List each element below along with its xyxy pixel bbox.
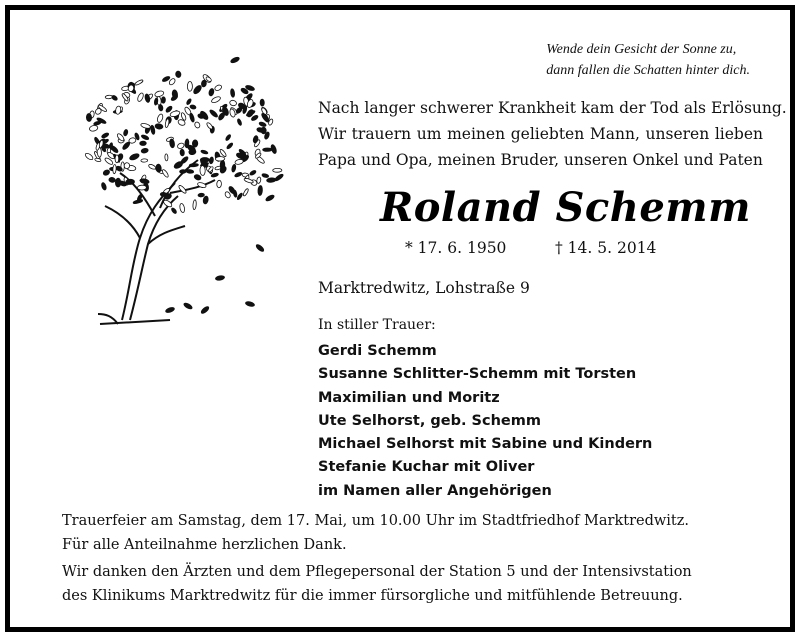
mourners-list [318,340,652,503]
windblown-tree-icon [60,48,285,328]
staff-thanks-line-1: Wir danken den Ärzten und dem Pflegepersonal der Station 5 und der Intensivstation [62,564,692,580]
intro-line-2: Wir trauern um meinen geliebten Mann, unseren lieben [318,125,763,143]
motto [546,39,750,81]
footer-text [62,510,762,608]
intro-text [318,95,787,173]
motto-line-1: Wende dein Gesicht der Sonne zu, [546,42,737,57]
mourner-item: Gerdi Schemm [318,343,437,359]
intro-line-3: Papa und Opa, meinen Bruder, unseren Onkel und Paten [318,151,763,169]
birth-date: * 17. 6. 1950 [405,239,507,257]
mourner-item: Maximilian und Moritz [318,389,500,406]
obituary-notice [5,5,795,632]
address: Marktredwitz, Lohstraße 9 [318,279,530,297]
death-date: † 14. 5. 2014 [555,239,657,257]
motto-line-2: dann fallen die Schatten hinter dich. [546,63,750,78]
deceased-name: Roland Schemm [380,184,751,231]
mourner-item: Ute Selhorst, geb. Schemm [318,412,541,429]
mourner-item: Michael Selhorst mit Sabine und Kindern [318,436,653,453]
thanks-line: Für alle Anteilnahme herzlichen Dank. [62,536,347,553]
intro-line-1: Nach langer schwerer Krankheit kam der Tod als Erlösung. [318,99,787,117]
mourner-item: Stefanie Kuchar mit Oliver [318,459,535,476]
mourner-item: im Namen aller Angehörigen [318,482,552,499]
mourner-item: Susanne Schlitter-Schemm mit Torsten [318,366,637,383]
service-info: Trauerfeier am Samstag, dem 17. Mai, um 10.00 Uhr im Stadtfriedhof Marktredwitz. [62,513,690,529]
staff-thanks-line-2: des Klinikums Marktredwitz für die immer fürsorgliche und mitfühlende Betreuung. [62,587,683,604]
mourning-label: In stiller Trauer: [318,317,436,333]
